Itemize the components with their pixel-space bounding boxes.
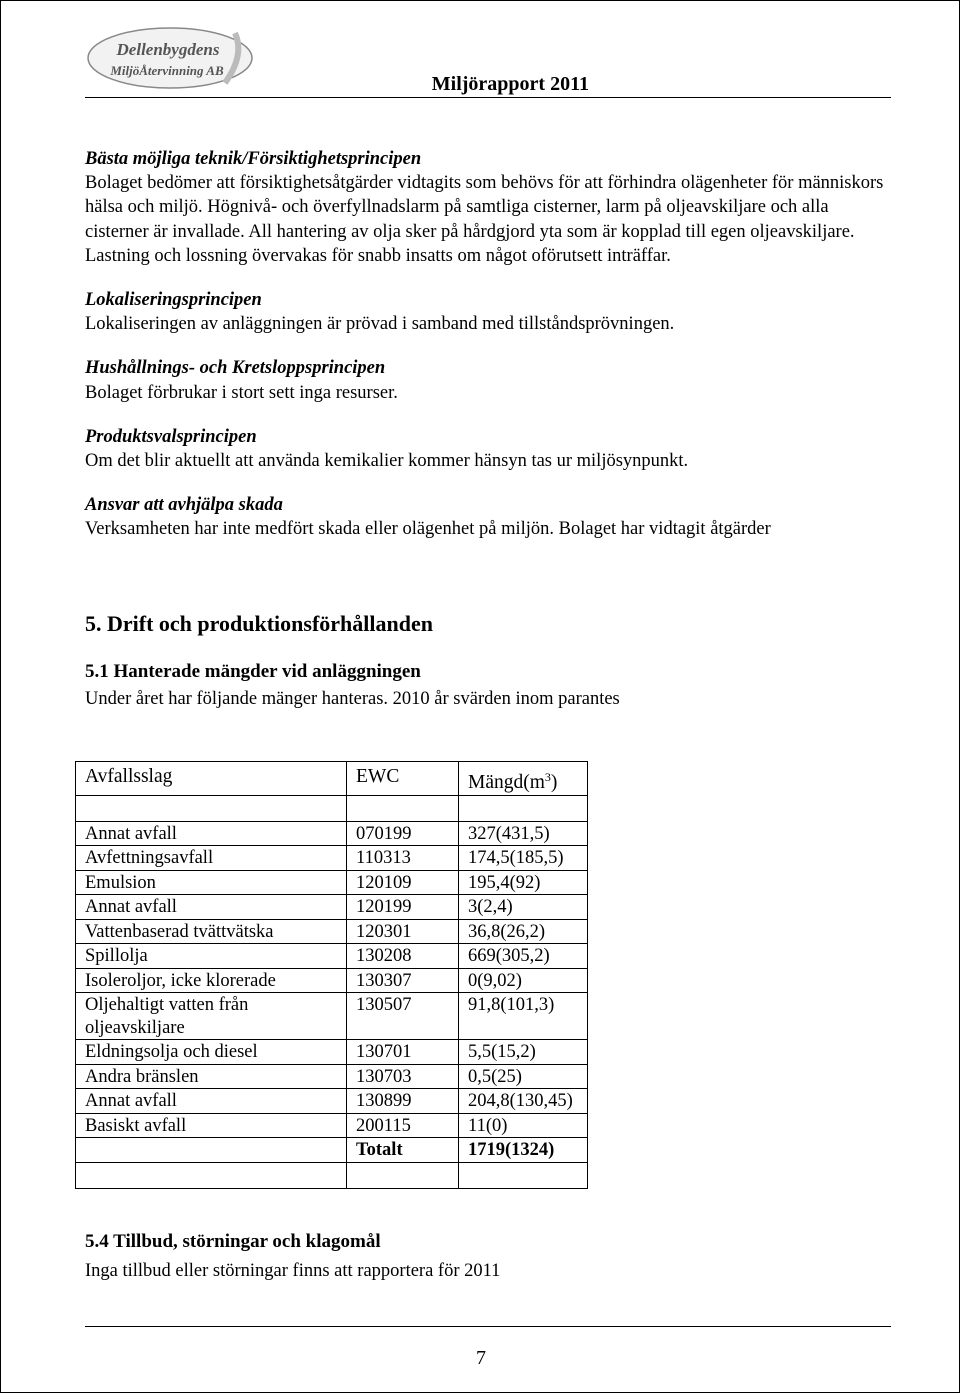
cell-ewc: 130507 xyxy=(347,993,459,1040)
header-waste-type: Avfallsslag xyxy=(76,762,347,796)
header-rule xyxy=(85,97,891,98)
table-spacer-row xyxy=(76,795,588,821)
logo-line-2: MiljöÅtervinning AB xyxy=(110,63,224,78)
section-body: Verksamheten har inte medfört skada eller olägenhet på miljön. Bolaget har vidtagit åtgärder xyxy=(85,519,771,540)
cell-quantity: 11(0) xyxy=(459,1113,588,1138)
table-header-row xyxy=(76,762,588,796)
table-row xyxy=(76,821,588,846)
section-body: Bolaget bedömer att försiktighetsåtgärder vidtagits som behövs för att förhindra olägenheter för människors hälsa och miljö. Högnivå- och överfyllnadslarm på samtliga cisterner, larm på oljeavskiljare och alla cisterner är invallade. All hantering av olja sker på hårdgjord yta som är kopplad till egen oljeavskiljare. Lastning och lossning övervakas för snabb insatts om något oförutsett inträffar. xyxy=(85,173,884,266)
section-body: Lokaliseringen av anläggningen är prövad i samband med tillståndsprövningen. xyxy=(85,314,675,335)
total-label: Totalt xyxy=(347,1138,459,1163)
cell-waste-type: Annat avfall xyxy=(76,821,347,846)
spacer-cell xyxy=(459,1162,588,1188)
chapter-title: 5. Drift och produktionsförhållanden xyxy=(85,611,433,636)
section-localisation xyxy=(85,288,885,336)
table-row xyxy=(76,846,588,871)
cell-ewc: 120301 xyxy=(347,919,459,944)
principles-content xyxy=(85,147,885,542)
incidents-title: 5.4 Tillbud, störningar och klagomål xyxy=(85,1231,381,1252)
footer-rule xyxy=(85,1326,891,1327)
quantity-suffix: ) xyxy=(550,772,558,793)
cell-ewc: 130703 xyxy=(347,1064,459,1089)
cell-quantity: 0,5(25) xyxy=(459,1064,588,1089)
section-heading: Ansvar att avhjälpa skada xyxy=(85,495,283,516)
spacer-cell xyxy=(459,795,588,821)
cell-waste-type: Basiskt avfall xyxy=(76,1113,347,1138)
cell-waste-type: Oljehaltigt vatten från oljeavskiljare xyxy=(76,993,347,1040)
cell-quantity: 5,5(15,2) xyxy=(459,1040,588,1065)
chapter-intro: Under året har följande mänger hanteras. 2010 år svärden inom parantes xyxy=(85,689,620,709)
table-spacer-row xyxy=(76,1162,588,1188)
report-title: Miljörapport 2011 xyxy=(431,73,589,95)
cell-ewc: 110313 xyxy=(347,846,459,871)
page-number: 7 xyxy=(476,1347,486,1369)
cell-waste-type: Andra bränslen xyxy=(76,1064,347,1089)
table-total-row xyxy=(76,1138,588,1163)
cell-ewc: 130701 xyxy=(347,1040,459,1065)
table-row xyxy=(76,1040,588,1065)
quantity-superscript: 3 xyxy=(544,770,551,784)
cell-quantity: 174,5(185,5) xyxy=(459,846,588,871)
section-heading: Bästa möjliga teknik/Försiktighetsprincipen xyxy=(85,149,422,169)
cell-quantity: 669(305,2) xyxy=(459,944,588,969)
cell-ewc: 200115 xyxy=(347,1113,459,1138)
chapter-subtitle: 5.1 Hanterade mängder vid anläggningen xyxy=(85,661,421,682)
section-liability xyxy=(85,493,885,541)
section-bat xyxy=(85,147,885,268)
cell-waste-type: Annat avfall xyxy=(76,895,347,920)
incidents-body: Inga tillbud eller störningar finns att rapportera för 2011 xyxy=(85,1261,501,1281)
spacer-cell xyxy=(347,795,459,821)
cell-waste-type: Emulsion xyxy=(76,870,347,895)
spacer-cell xyxy=(347,1162,459,1188)
cell-quantity: 36,8(26,2) xyxy=(459,919,588,944)
cell-ewc: 120199 xyxy=(347,895,459,920)
table-row xyxy=(76,1064,588,1089)
waste-table xyxy=(75,761,588,1189)
cell-quantity: 195,4(92) xyxy=(459,870,588,895)
table-row xyxy=(76,895,588,920)
cell-waste-type: Avfettningsavfall xyxy=(76,846,347,871)
section-heading: Produktsvalsprincipen xyxy=(85,426,257,447)
header-quantity xyxy=(459,762,588,796)
cell-waste-type: Vattenbaserad tvättvätska xyxy=(76,919,347,944)
quantity-prefix: Mängd(m xyxy=(468,772,545,793)
table-row xyxy=(76,993,588,1040)
section-body: Bolaget förbrukar i stort sett inga resurser. xyxy=(85,382,398,403)
section-product-choice xyxy=(85,425,885,473)
section-resource xyxy=(85,356,885,404)
cell-waste-type: Isoleroljor, icke klorerade xyxy=(76,968,347,993)
section-heading: Lokaliseringsprincipen xyxy=(85,290,262,311)
cell-ewc: 120109 xyxy=(347,870,459,895)
table-row xyxy=(76,1089,588,1114)
cell-quantity: 91,8(101,3) xyxy=(459,993,588,1040)
table-row xyxy=(76,1113,588,1138)
table-row xyxy=(76,870,588,895)
total-empty-cell xyxy=(76,1138,347,1163)
table-row xyxy=(76,919,588,944)
table-row xyxy=(76,968,588,993)
total-value: 1719(1324) xyxy=(459,1138,588,1163)
cell-waste-type: Spillolja xyxy=(76,944,347,969)
company-logo xyxy=(85,25,255,91)
logo-line-1: Dellenbygdens xyxy=(116,40,220,59)
cell-quantity: 3(2,4) xyxy=(459,895,588,920)
spacer-cell xyxy=(76,795,347,821)
cell-ewc: 130208 xyxy=(347,944,459,969)
cell-waste-type: Eldningsolja och diesel xyxy=(76,1040,347,1065)
table-row xyxy=(76,944,588,969)
cell-ewc: 130307 xyxy=(347,968,459,993)
section-heading: Hushållnings- och Kretsloppsprincipen xyxy=(85,358,386,379)
cell-ewc: 070199 xyxy=(347,821,459,846)
cell-quantity: 0(9,02) xyxy=(459,968,588,993)
cell-waste-type: Annat avfall xyxy=(76,1089,347,1114)
section-body: Om det blir aktuellt att använda kemikalier kommer hänsyn tas ur miljösynpunkt. xyxy=(85,451,689,472)
cell-quantity: 327(431,5) xyxy=(459,821,588,846)
cell-quantity: 204,8(130,45) xyxy=(459,1089,588,1114)
spacer-cell xyxy=(76,1162,347,1188)
cell-ewc: 130899 xyxy=(347,1089,459,1114)
header-ewc: EWC xyxy=(347,762,459,796)
